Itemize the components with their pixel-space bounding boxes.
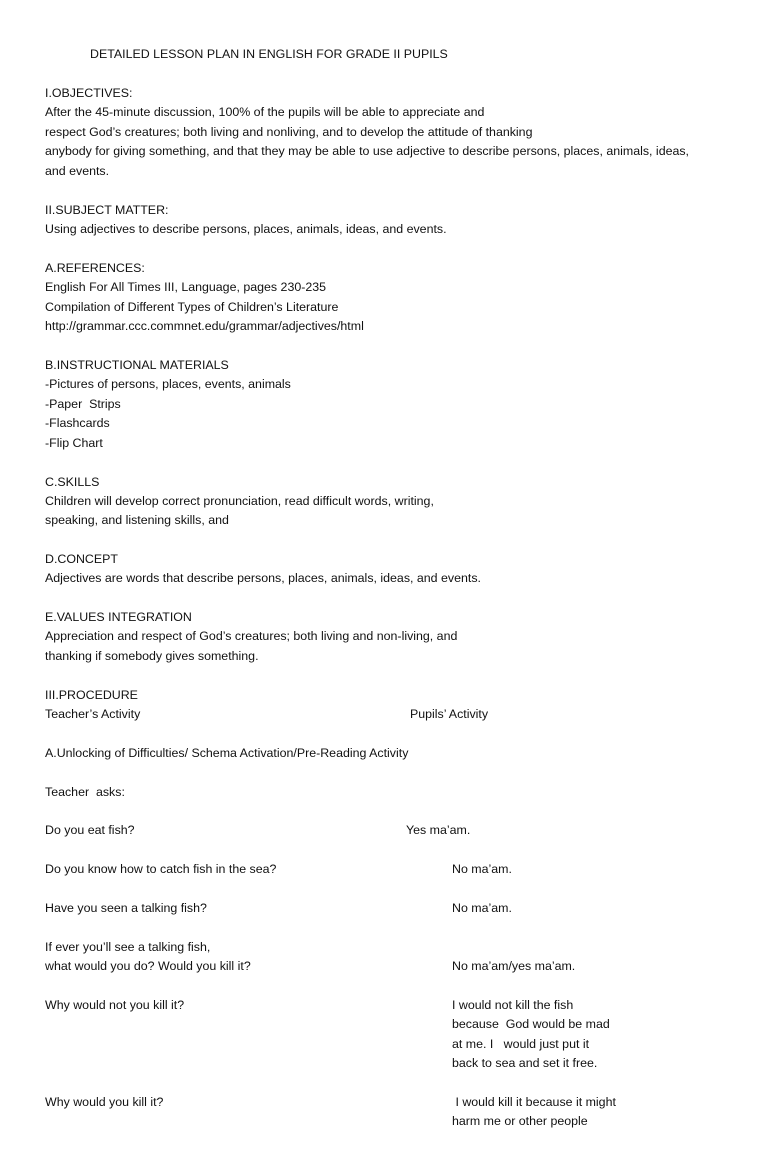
reference-url: http://grammar.ccc.commnet.edu/grammar/adjectives/html <box>45 319 364 333</box>
materials-heading: B.INSTRUCTIONAL MATERIALS <box>45 358 229 372</box>
procedure-subheading: A.Unlocking of Difficulties/ Schema Activation/Pre-Reading Activity <box>45 746 409 760</box>
reference-item: Compilation of Different Types of Children’s Literature <box>45 300 339 314</box>
material-item: -Paper Strips <box>45 397 121 411</box>
pupil-answer: No ma’am. <box>452 901 512 915</box>
objectives-line: respect God’s creatures; both living and nonliving, and to develop the attitude of thanking <box>45 125 533 139</box>
objectives-line: anybody for giving something, and that they may be able to use adjective to describe persons, places, animals, ideas, <box>45 144 689 158</box>
teacher-activity-column-label: Teacher’s Activity <box>45 707 141 721</box>
teacher-question: what would you do? Would you kill it? <box>45 959 251 973</box>
pupil-answer: I would kill it because it might <box>452 1095 616 1109</box>
skills-line: speaking, and listening skills, and <box>45 513 229 527</box>
values-line: Appreciation and respect of God’s creatures; both living and non-living, and <box>45 629 458 643</box>
pupil-answer: because God would be mad <box>452 1017 610 1031</box>
concept-heading: D.CONCEPT <box>45 552 118 566</box>
teacher-question: Do you know how to catch fish in the sea? <box>45 862 277 876</box>
objectives-heading: I.OBJECTIVES: <box>45 86 133 100</box>
values-heading: E.VALUES INTEGRATION <box>45 610 192 624</box>
teacher-question: Why would you kill it? <box>45 1095 164 1109</box>
pupil-answer: No ma’am/yes ma’am. <box>452 959 576 973</box>
objectives-line: and events. <box>45 164 110 178</box>
document-title: DETAILED LESSON PLAN IN ENGLISH FOR GRADE II PUPILS <box>90 47 448 61</box>
material-item: -Pictures of persons, places, events, animals <box>45 377 291 391</box>
pupil-answer: I would not kill the fish <box>452 998 574 1012</box>
pupil-answer: back to sea and set it free. <box>452 1056 598 1070</box>
objectives-line: After the 45-minute discussion, 100% of the pupils will be able to appreciate and <box>45 105 485 119</box>
pupil-answer: No ma’am. <box>452 862 512 876</box>
concept-line: Adjectives are words that describe persons, places, animals, ideas, and events. <box>45 571 481 585</box>
skills-line: Children will develop correct pronunciation, read difficult words, writing, <box>45 494 434 508</box>
pupil-answer: at me. I would just put it <box>452 1037 590 1051</box>
pupils-activity-column-label: Pupils’ Activity <box>410 707 489 721</box>
pupil-answer: Yes ma’am. <box>406 823 471 837</box>
skills-heading: C.SKILLS <box>45 475 100 489</box>
subject-matter-line: Using adjectives to describe persons, places, animals, ideas, and events. <box>45 222 447 236</box>
teacher-question: Why would not you kill it? <box>45 998 185 1012</box>
subject-matter-heading: II.SUBJECT MATTER: <box>45 203 169 217</box>
material-item: -Flip Chart <box>45 436 103 450</box>
references-heading: A.REFERENCES: <box>45 261 145 275</box>
values-line: thanking if somebody gives something. <box>45 649 259 663</box>
procedure-heading: III.PROCEDURE <box>45 688 138 702</box>
pupil-answer: harm me or other people <box>452 1114 588 1128</box>
teacher-question: Have you seen a talking fish? <box>45 901 207 915</box>
teacher-asks-label: Teacher asks: <box>45 785 125 799</box>
teacher-question: Do you eat fish? <box>45 823 135 837</box>
teacher-question: If ever you’ll see a talking fish, <box>45 940 211 954</box>
reference-item: English For All Times III, Language, pages 230-235 <box>45 280 327 294</box>
material-item: -Flashcards <box>45 416 110 430</box>
